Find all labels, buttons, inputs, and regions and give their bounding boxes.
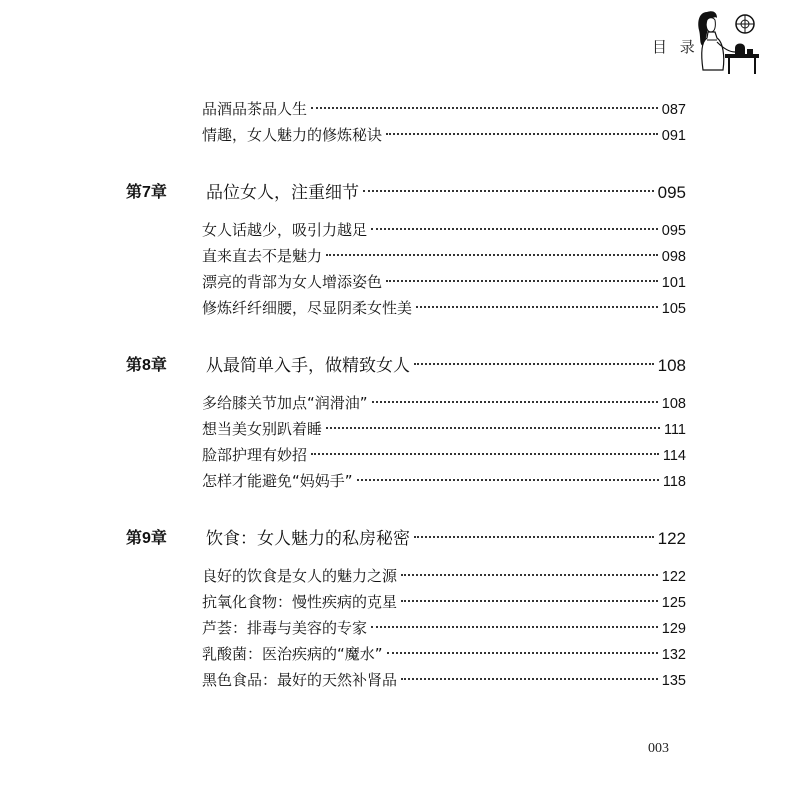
toc-entry[interactable] bbox=[202, 243, 686, 269]
toc-entry-page: 114 bbox=[662, 448, 686, 464]
leader-dots bbox=[386, 280, 658, 282]
toc-entry[interactable] bbox=[202, 122, 686, 148]
leader-dots bbox=[416, 306, 658, 308]
leader-dots bbox=[414, 363, 654, 365]
chapter-number: 第8章 bbox=[126, 357, 167, 374]
chapter-page: 095 bbox=[657, 183, 686, 202]
leader-dots bbox=[326, 427, 660, 429]
chapter-title: 饮食：女人魅力的私房秘密 bbox=[206, 529, 410, 549]
leader-dots bbox=[401, 600, 658, 602]
toc-entry-title: 怎样才能避免“妈妈手” bbox=[202, 472, 353, 490]
leader-dots bbox=[414, 536, 654, 538]
leader-dots bbox=[386, 133, 658, 135]
chapter-title: 从最简单入手，做精致女人 bbox=[206, 356, 410, 376]
leader-dots bbox=[371, 626, 658, 628]
toc-entry[interactable] bbox=[202, 442, 686, 468]
chapter-heading[interactable] bbox=[0, 181, 800, 206]
toc-entry-page: 091 bbox=[661, 128, 686, 144]
toc-entry-page: 098 bbox=[661, 249, 686, 265]
toc-entry-title: 直来直去不是魅力 bbox=[202, 247, 323, 265]
chapter-number: 第9章 bbox=[126, 530, 167, 547]
toc-entry[interactable] bbox=[202, 615, 686, 641]
page-number: 003 bbox=[648, 741, 669, 756]
toc-entry-page: 095 bbox=[661, 223, 686, 239]
leader-dots bbox=[357, 479, 659, 481]
toc-entry[interactable] bbox=[202, 416, 686, 442]
table-of-contents bbox=[0, 96, 800, 693]
toc-entry-page: 101 bbox=[661, 275, 686, 291]
toc-entry-page: 105 bbox=[661, 301, 686, 317]
section-list bbox=[0, 563, 800, 693]
toc-entry-page: 118 bbox=[662, 474, 686, 490]
chapter-page: 108 bbox=[657, 356, 686, 375]
toc-entry[interactable] bbox=[202, 667, 686, 693]
leader-dots bbox=[363, 190, 654, 192]
toc-entry[interactable] bbox=[202, 269, 686, 295]
toc-entry-title: 修炼纤纤细腰，尽显阴柔女性美 bbox=[202, 299, 413, 317]
toc-entry[interactable] bbox=[202, 217, 686, 243]
leader-dots bbox=[311, 453, 659, 455]
leader-dots bbox=[371, 228, 658, 230]
toc-entry-page: 129 bbox=[661, 621, 686, 637]
toc-entry[interactable] bbox=[202, 390, 686, 416]
toc-entry[interactable] bbox=[202, 96, 686, 122]
section-list bbox=[0, 390, 800, 494]
chapter-heading[interactable] bbox=[0, 527, 800, 552]
leader-dots bbox=[401, 678, 658, 680]
toc-entry-title: 多给膝关节加点“润滑油” bbox=[202, 394, 368, 412]
leader-dots bbox=[311, 107, 658, 109]
chapter-heading[interactable] bbox=[0, 354, 800, 379]
leader-dots bbox=[372, 401, 658, 403]
toc-entry-title: 女人话越少，吸引力越足 bbox=[202, 221, 368, 239]
section-list bbox=[0, 217, 800, 321]
toc-entry-title: 情趣，女人魅力的修炼秘诀 bbox=[202, 126, 383, 144]
toc-entry-title: 漂亮的背部为女人增添姿色 bbox=[202, 273, 383, 291]
toc-entry-title: 芦荟：排毒与美容的专家 bbox=[202, 619, 368, 637]
toc-entry-page: 125 bbox=[661, 595, 686, 611]
toc-entry-title: 脸部护理有妙招 bbox=[202, 446, 308, 464]
toc-entry-title: 乳酸菌：医治疾病的“魔水” bbox=[202, 645, 383, 663]
toc-entry-title: 黑色食品：最好的天然补肾品 bbox=[202, 671, 398, 689]
toc-entry-title: 良好的饮食是女人的魅力之源 bbox=[202, 567, 398, 585]
chapter-page: 122 bbox=[657, 529, 686, 548]
toc-entry-page: 111 bbox=[663, 422, 686, 438]
chapter-title: 品位女人，注重细节 bbox=[206, 183, 359, 203]
woman-illustration-icon bbox=[695, 8, 760, 78]
toc-entry-title: 想当美女别趴着睡 bbox=[202, 420, 323, 438]
toc-entry[interactable] bbox=[202, 563, 686, 589]
leader-dots bbox=[401, 574, 658, 576]
toc-entry[interactable] bbox=[202, 468, 686, 494]
toc-entry[interactable] bbox=[202, 295, 686, 321]
leader-dots bbox=[326, 254, 658, 256]
toc-entry-page: 087 bbox=[661, 102, 686, 118]
section-list bbox=[0, 96, 800, 148]
toc-entry[interactable] bbox=[202, 641, 686, 667]
toc-entry-title: 品酒品茶品人生 bbox=[202, 100, 308, 118]
chapter-number: 第7章 bbox=[126, 184, 167, 201]
toc-entry-page: 132 bbox=[661, 647, 686, 663]
page-header-title: 目 录 bbox=[652, 38, 699, 56]
toc-entry-page: 108 bbox=[661, 396, 686, 412]
toc-entry[interactable] bbox=[202, 589, 686, 615]
toc-entry-title: 抗氧化食物：慢性疾病的克星 bbox=[202, 593, 398, 611]
toc-entry-page: 135 bbox=[661, 673, 686, 689]
toc-entry-page: 122 bbox=[661, 569, 686, 585]
leader-dots bbox=[387, 652, 658, 654]
